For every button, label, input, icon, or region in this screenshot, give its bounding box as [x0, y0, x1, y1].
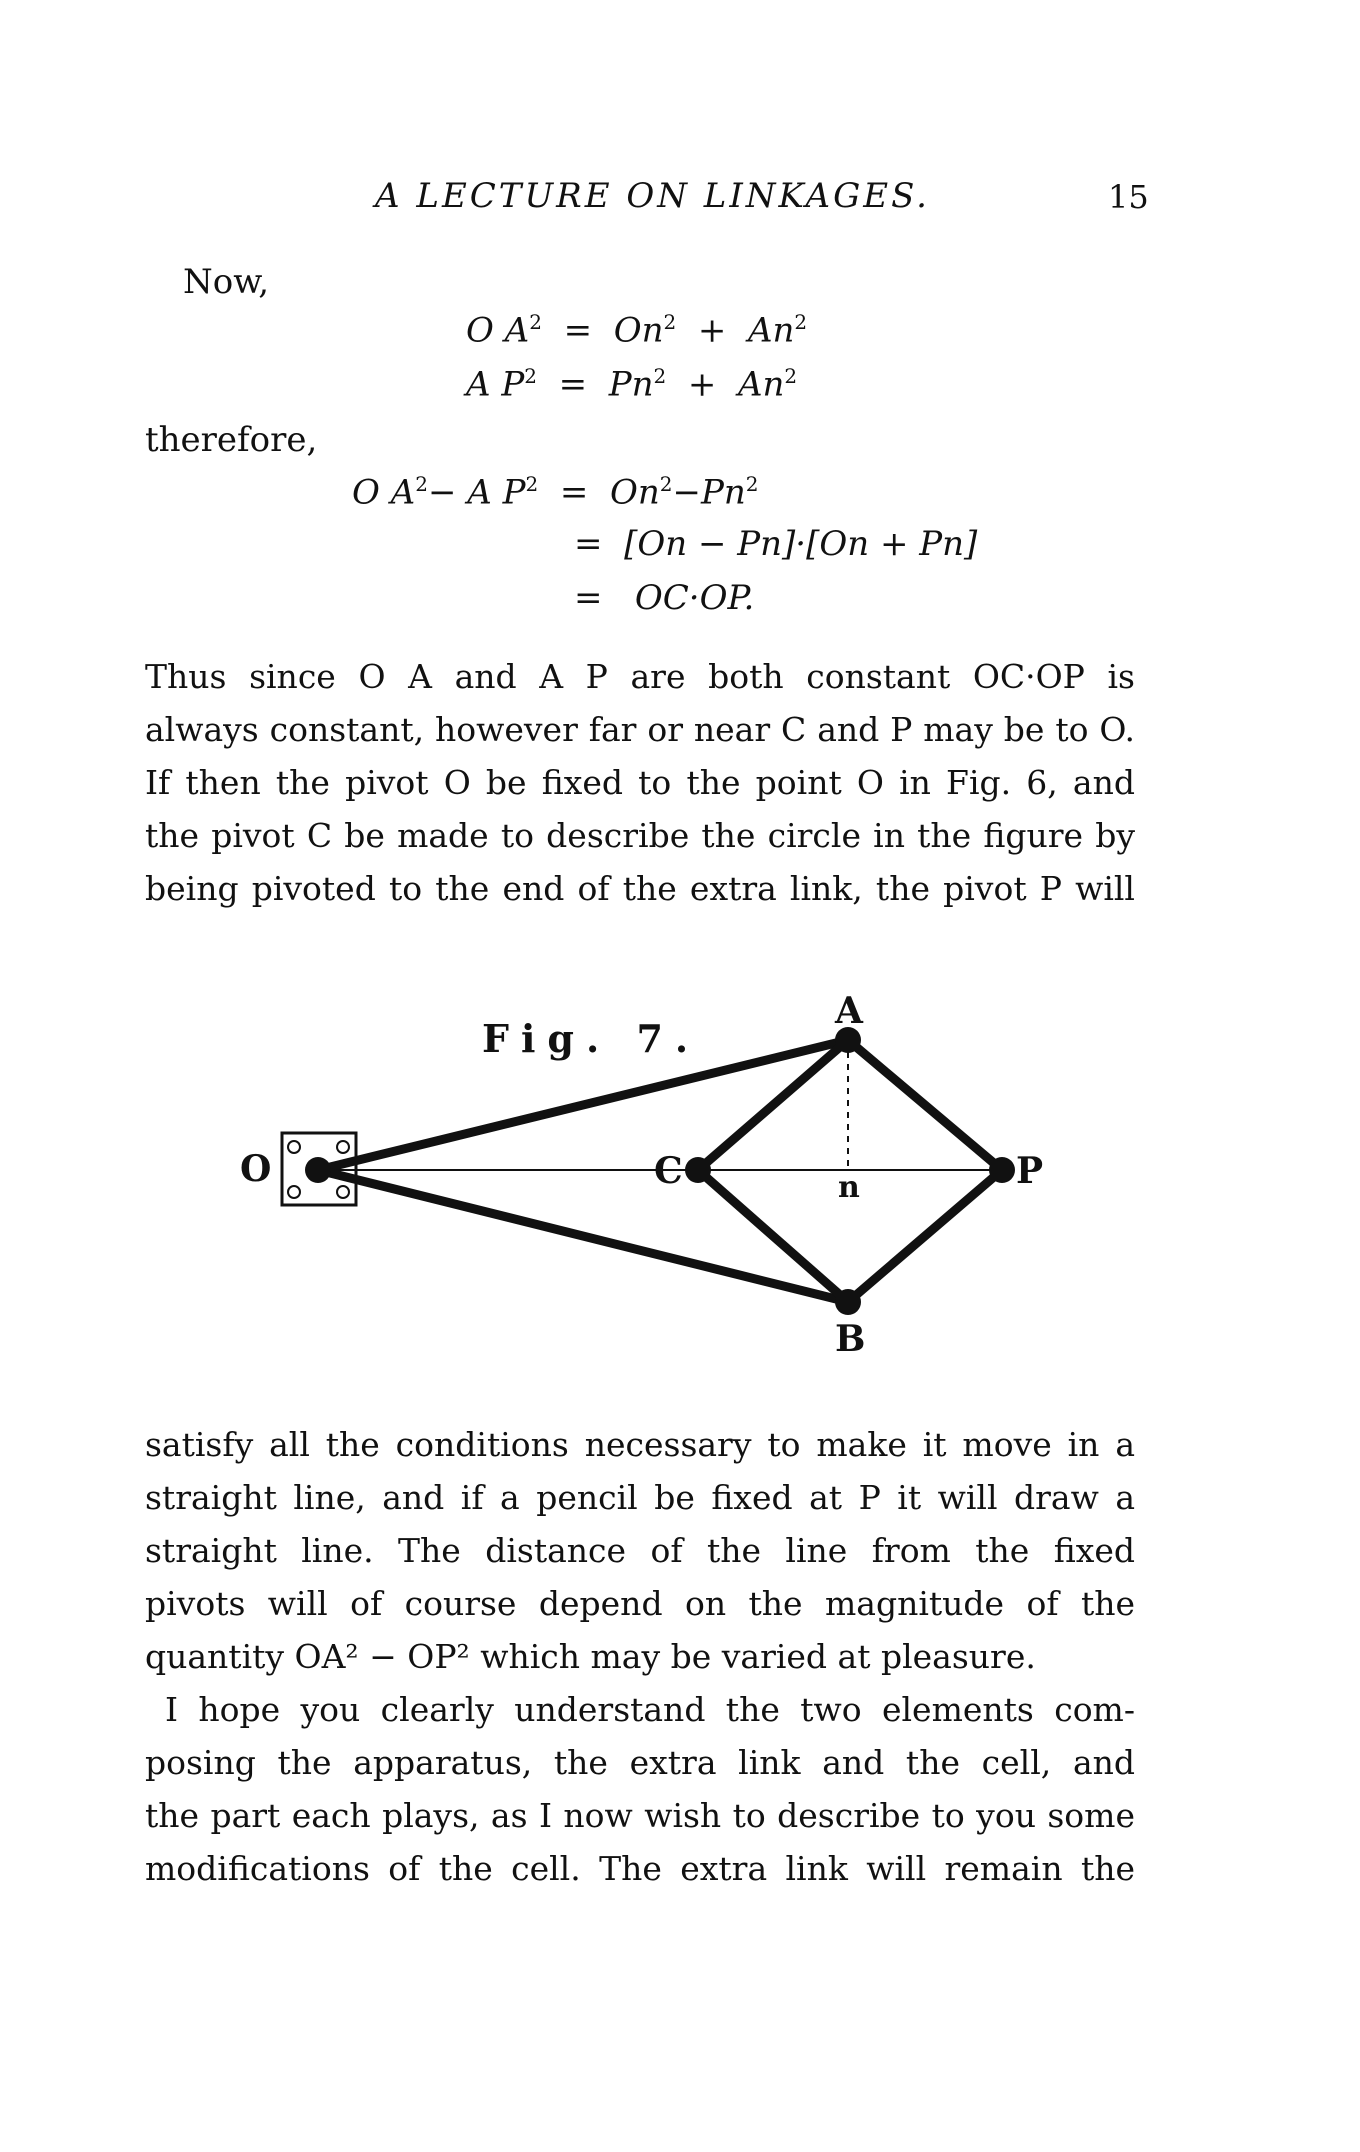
paragraph-line: modifications of the cell. The extra link will remain the — [145, 1849, 1135, 1888]
pivot-c — [685, 1157, 711, 1183]
now-word: Now, — [183, 262, 270, 302]
figure-caption: Fig. 7. — [482, 1016, 701, 1061]
running-header: A LECTURE ON LINKAGES. — [375, 176, 930, 216]
paragraph-line: quantity OA² − OP² which may be varied at pleasure. — [145, 1637, 1036, 1676]
label-p: P — [1016, 1150, 1044, 1192]
paragraph-line: being pivoted to the end of the extra link, the pivot P will — [145, 869, 1135, 908]
paragraph-3 — [145, 1683, 1135, 1895]
label-n: n — [838, 1170, 860, 1205]
label-o: O — [240, 1148, 272, 1190]
paragraph-line: Thus since O A and A P are both constant OC·OP is — [145, 657, 1135, 696]
link-ap — [848, 1040, 1002, 1170]
eq1-rhs-b: An — [747, 310, 795, 351]
eq1-lhs: O A — [466, 310, 530, 351]
eq3-rhs-a: On — [609, 472, 660, 513]
paragraph-line: the part each plays, as I now wish to describe to you some — [145, 1796, 1135, 1835]
paragraph-line: I hope you clearly understand the two elements com- — [165, 1690, 1135, 1729]
pivot-o — [305, 1157, 331, 1183]
eq5-rhs: OC·OP. — [634, 578, 755, 618]
equation-2: A $P^2 = Pn^2 + An^2$ — [466, 364, 798, 405]
eq2-lhs: A P — [466, 364, 525, 405]
plate-hole — [288, 1186, 300, 1198]
eq3-lhs-b: A P — [467, 472, 526, 513]
label-b: B — [835, 1318, 866, 1360]
equation-4: = [On − Pn]·[On + Pn] — [574, 524, 978, 564]
label-a: A — [835, 990, 863, 1032]
pivot-p — [989, 1157, 1015, 1183]
equation-1: O $A^2 = On^2 + An^2$ — [466, 310, 808, 351]
equation-3: O $A^2- A$ $P^2 = On^2-Pn^2$ — [352, 472, 759, 513]
label-c: C — [654, 1150, 683, 1192]
eq3-lhs-a: O A — [352, 472, 416, 513]
eq2-rhs-b: An — [737, 364, 785, 405]
paragraph-line: straight line. The distance of the line from the fixed — [145, 1531, 1135, 1570]
paragraph-line: posing the apparatus, the extra link and the cell, and — [145, 1743, 1135, 1782]
plate-hole — [337, 1186, 349, 1198]
plate-hole — [337, 1141, 349, 1153]
link-bp — [848, 1170, 1002, 1302]
paragraph-line: straight line, and if a pencil be fixed at P it will draw a — [145, 1478, 1135, 1517]
equation-5: = OC·OP. — [574, 578, 755, 618]
eq1-rhs-a: On — [613, 310, 664, 351]
therefore-word: therefore, — [145, 420, 318, 460]
paragraph-line: the pivot C be made to describe the circle in the figure by — [145, 816, 1135, 855]
paragraph-line: If then the pivot O be fixed to the point O in Fig. 6, and — [145, 763, 1135, 802]
eq2-rhs-a: Pn — [608, 364, 654, 405]
plate-hole — [288, 1141, 300, 1153]
eq4-rhs: [On − Pn]·[On + Pn] — [624, 524, 978, 564]
eq3-rhs-b: Pn — [701, 472, 746, 513]
paragraph-line: pivots will of course depend on the magnitude of the — [145, 1584, 1135, 1623]
paragraph-line: satisfy all the conditions necessary to make it move in a — [145, 1425, 1135, 1464]
pivot-b — [835, 1289, 861, 1315]
paragraph-line: always constant, however far or near C and P may be to O. — [145, 710, 1135, 749]
paragraph-2 — [145, 1418, 1135, 1683]
page-number: 15 — [1108, 178, 1149, 216]
